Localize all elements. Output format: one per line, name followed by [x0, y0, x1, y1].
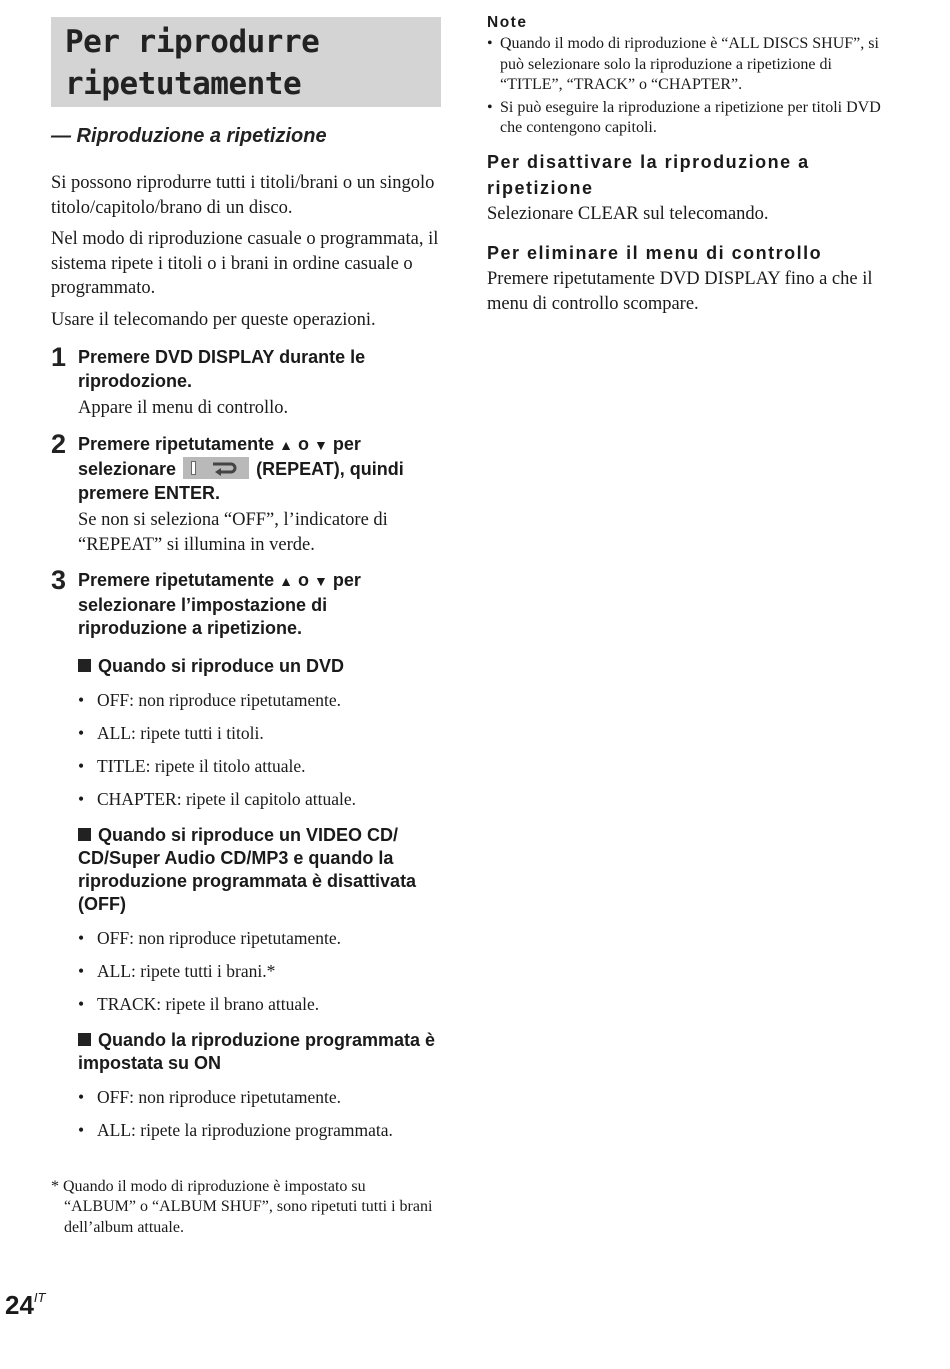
note-title: Note	[487, 14, 528, 31]
down-arrow-icon: ▼	[313, 573, 328, 589]
list-item: • TRACK: ripete il brano attuale.	[78, 993, 441, 1015]
list-item: • ALL: ripete tutti i brani.*	[78, 960, 441, 982]
step-heading: Premere DVD DISPLAY durante le riprodozione.	[78, 347, 366, 391]
step-text: Premere ripetutamente	[78, 433, 275, 454]
program-options-list	[51, 1086, 441, 1141]
language-suffix: IT	[33, 1290, 46, 1305]
step-2	[51, 428, 441, 558]
note-item: • Quando il modo di riproduzione è “ALL DISCS SHUF”, si può selezionare solo la riproduzione a ripetizione di “TITLE”, “TRACK” o “CHAPTER”.	[487, 34, 887, 96]
up-arrow-icon: ▲	[279, 573, 293, 589]
list-item: • ALL: ripete la riproduzione programmata.	[78, 1119, 441, 1141]
page-number: $24^{IT}$	[5, 1290, 46, 1320]
notes-list	[487, 34, 887, 139]
title-line-1: Per riprodurre	[65, 24, 320, 60]
disable-repeat-heading: Per disattivare la riproduzione a ripetizione	[487, 151, 810, 198]
list-item: • ALL: ripete tutti i titoli.	[78, 722, 441, 744]
intro-paragraph-2: Nel modo di riproduzione casuale o programmata, il sistema ripete i titoli o i brani in ordine casuale o programmato.	[51, 229, 439, 298]
intro-paragraph-1: Si possono riprodurre tutti i titoli/brani o un singolo titolo/capitolo/brano di un disco.	[51, 173, 435, 218]
section-heading-program: Quando la riproduzione programmata è impostata su ON	[78, 1029, 436, 1073]
right-column	[487, 14, 887, 316]
step-number: 2	[51, 428, 67, 459]
title-box	[51, 17, 441, 107]
list-item: • OFF: non riproduce ripetutamente.	[78, 1086, 441, 1108]
left-column	[51, 17, 441, 1238]
list-item: • OFF: non riproduce ripetutamente.	[78, 689, 441, 711]
section-heading-cd: Quando si riproduce un VIDEO CD/ CD/Super Audio CD/MP3 e quando la riproduzione programmata è disattivata (OFF)	[78, 824, 417, 914]
step-heading	[78, 433, 441, 506]
step-body: Se non si seleziona “OFF”, l’indicatore di “REPEAT” si illumina in verde.	[78, 510, 388, 555]
square-bullet-icon	[78, 828, 91, 841]
step-text: o	[297, 570, 309, 590]
square-bullet-icon	[78, 659, 91, 672]
list-item: • CHAPTER: ripete il capitolo attuale.	[78, 788, 441, 810]
note-item: • Si può eseguire la riproduzione a ripetizione per titoli DVD che contengono capitoli.	[487, 98, 887, 139]
step-text: (REPEAT), quindi premere ENTER.	[78, 459, 404, 503]
title-line-2: ripetutamente	[65, 66, 302, 102]
cd-options-list	[51, 927, 441, 1015]
disable-repeat-body: Selezionare CLEAR sul telecomando.	[487, 203, 769, 224]
remove-menu-heading: Per eliminare il menu di controllo	[487, 243, 823, 263]
list-item: • TITLE: ripete il titolo attuale.	[78, 755, 441, 777]
remove-menu-body: Premere ripetutamente DVD DISPLAY fino a che il menu di controllo scompare.	[487, 269, 873, 314]
step-1	[51, 342, 441, 421]
step-3	[51, 565, 441, 641]
list-item: • OFF: non riproduce ripetutamente.	[78, 927, 441, 949]
down-arrow-icon: ▼	[313, 436, 328, 453]
subtitle: — Riproduzione a ripetizione	[51, 125, 327, 147]
footnote: * Quando il modo di riproduzione è impostato su “ALBUM” o “ALBUM SHUF”, sono ripetuti tutti i brani dell’album attuale.	[51, 1177, 433, 1236]
step-text: o	[297, 433, 309, 454]
repeat-icon	[183, 457, 249, 479]
step-text: per selezionare	[78, 433, 361, 479]
page-title	[65, 21, 427, 105]
dvd-options-list	[51, 689, 441, 810]
step-heading	[78, 569, 441, 641]
step-number: 3	[51, 565, 67, 595]
square-bullet-icon	[78, 1033, 91, 1046]
up-arrow-icon: ▲	[279, 436, 293, 453]
step-number: 1	[51, 342, 67, 372]
step-text: Premere ripetutamente	[78, 570, 275, 590]
section-heading-dvd: Quando si riproduce un DVD	[78, 655, 441, 678]
intro-paragraph-3: Usare il telecomando per queste operazioni.	[51, 309, 376, 330]
step-text: per selezionare l’impostazione di riproduzione a ripetizione.	[78, 570, 361, 638]
step-body: Appare il menu di controllo.	[78, 398, 289, 418]
